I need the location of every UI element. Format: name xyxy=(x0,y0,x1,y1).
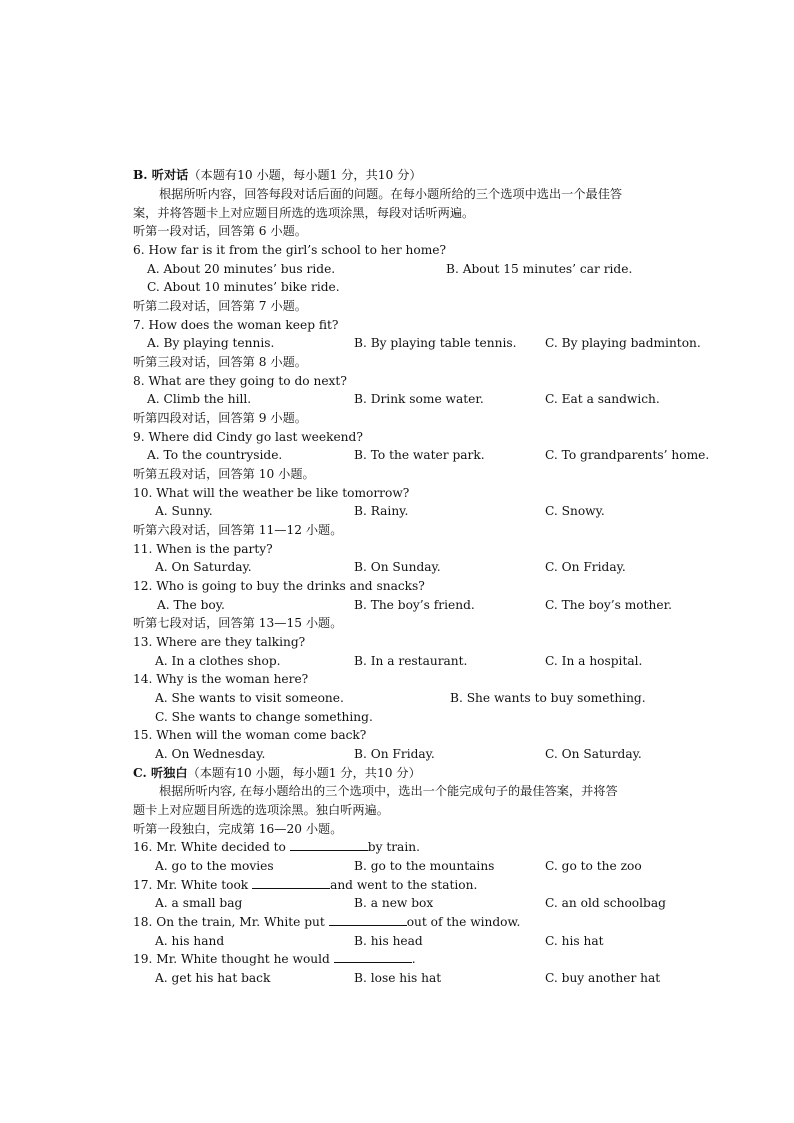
question-6-option-c[interactable]: C. About 10 minutes’ bike ride. xyxy=(147,280,340,294)
question-17-stem xyxy=(133,876,723,895)
question-17-option-a[interactable]: A. a small bag xyxy=(155,896,243,910)
question-16-option-a[interactable]: A. go to the movies xyxy=(155,859,274,873)
question-13-option-c[interactable]: C. In a hospital. xyxy=(545,654,643,668)
question-11-option-c[interactable]: C. On Friday. xyxy=(545,560,626,574)
question-13-option-a[interactable]: A. In a clothes shop. xyxy=(155,654,281,668)
question-7-option-c[interactable]: C. By playing badminton. xyxy=(545,336,701,350)
question-12-options xyxy=(133,596,723,615)
question-19-stem-pre: 19. Mr. White thought he would xyxy=(133,952,334,966)
question-11-option-b[interactable]: B. On Sunday. xyxy=(354,560,441,574)
question-9-option-a[interactable]: A. To the countryside. xyxy=(147,448,283,462)
question-17-option-c[interactable]: C. an old schoolbag xyxy=(545,896,666,910)
question-14-option-a[interactable]: A. She wants to visit someone. xyxy=(155,691,344,705)
question-15-option-a[interactable]: A. On Wednesday. xyxy=(155,747,266,761)
question-11-stem: 11. When is the party? xyxy=(133,542,273,556)
section-c-instruction-1: 根据所听内容, 在每小题给出的三个选项中，选出一个能完成句子的最佳答案，并将答 xyxy=(159,784,618,798)
section-c-info: （本题有10 小题，每小题1 分，共10 分） xyxy=(187,766,421,780)
question-19-option-c[interactable]: C. buy another hat xyxy=(545,971,661,985)
question-6-options xyxy=(133,260,723,279)
question-19-blank xyxy=(334,950,412,963)
question-14-option-b[interactable]: B. She wants to buy something. xyxy=(450,691,646,705)
question-12-option-c[interactable]: C. The boy’s mother. xyxy=(545,598,672,612)
question-9-stem: 9. Where did Cindy go last weekend? xyxy=(133,430,363,444)
question-6-options-2 xyxy=(133,278,723,297)
question-8-option-a[interactable]: A. Climb the hill. xyxy=(147,392,252,406)
section-b-heading xyxy=(133,166,723,185)
question-14-stem: 14. Why is the woman here? xyxy=(133,672,309,686)
question-8-stem: 8. What are they going to do next? xyxy=(133,374,347,388)
question-12-option-b[interactable]: B. The boy’s friend. xyxy=(354,598,475,612)
question-18-stem-pre: 18. On the train, Mr. White put xyxy=(133,915,329,929)
question-16-option-b[interactable]: B. go to the mountains xyxy=(354,859,495,873)
question-16-option-c[interactable]: C. go to the zoo xyxy=(545,859,642,873)
question-6-stem: 6. How far is it from the girl’s school to her home? xyxy=(133,243,447,257)
question-15-stem: 15. When will the woman come back? xyxy=(133,728,367,742)
section-b-instruction-2: 案，并将答题卡上对应题目所选的选项涂黑，每段对话听两遍。 xyxy=(133,206,475,220)
question-18-stem-post: out of the window. xyxy=(406,915,521,929)
question-18-stem xyxy=(133,913,723,932)
question-16-stem-pre: 16. Mr. White decided to xyxy=(133,840,290,854)
question-6-option-b[interactable]: B. About 15 minutes’ car ride. xyxy=(446,262,633,276)
question-7-stem: 7. How does the woman keep fit? xyxy=(133,318,339,332)
monologue-1-label: 听第一段独白，完成第 16—20 小题。 xyxy=(133,822,343,836)
question-10-option-c[interactable]: C. Snowy. xyxy=(545,504,605,518)
question-13-options xyxy=(133,652,723,671)
question-16-stem xyxy=(133,838,723,857)
question-7-option-b[interactable]: B. By playing table tennis. xyxy=(354,336,517,350)
question-19-stem xyxy=(133,950,723,969)
question-19-stem-post: . xyxy=(411,952,416,966)
dialog-2-label: 听第二段对话，回答第 7 小题。 xyxy=(133,299,307,313)
question-13-stem: 13. Where are they talking? xyxy=(133,635,306,649)
question-12-stem: 12. Who is going to buy the drinks and snacks? xyxy=(133,579,425,593)
section-c-instruction-2: 题卡上对应题目所选的选项涂黑。独白听两遍。 xyxy=(133,803,389,817)
question-10-option-a[interactable]: A. Sunny. xyxy=(155,504,213,518)
question-14-options-2 xyxy=(133,708,723,727)
question-19-options xyxy=(133,969,723,988)
question-8-options xyxy=(133,390,723,409)
question-17-option-b[interactable]: B. a new box xyxy=(354,896,434,910)
question-8-option-b[interactable]: B. Drink some water. xyxy=(354,392,484,406)
dialog-3-label: 听第三段对话，回答第 8 小题。 xyxy=(133,355,307,369)
question-11-options xyxy=(133,558,723,577)
question-16-options xyxy=(133,857,723,876)
question-12-option-a[interactable]: A. The boy. xyxy=(157,598,225,612)
question-7-options xyxy=(133,334,723,353)
question-11-option-a[interactable]: A. On Saturday. xyxy=(155,560,252,574)
question-17-blank xyxy=(252,876,330,889)
question-10-options xyxy=(133,502,723,521)
question-10-stem: 10. What will the weather be like tomorrow? xyxy=(133,486,410,500)
dialog-1-label: 听第一段对话，回答第 6 小题。 xyxy=(133,224,307,238)
question-6-option-a[interactable]: A. About 20 minutes’ bus ride. xyxy=(147,262,336,276)
section-c-heading xyxy=(133,764,723,783)
question-17-options xyxy=(133,894,723,913)
question-15-option-c[interactable]: C. On Saturday. xyxy=(545,747,642,761)
question-9-options xyxy=(133,446,723,465)
section-b-info: （本题有10 小题，每小题1 分，共10 分） xyxy=(188,168,422,182)
question-18-option-b[interactable]: B. his head xyxy=(354,934,423,948)
question-14-options xyxy=(133,689,723,708)
question-18-option-a[interactable]: A. his hand xyxy=(155,934,225,948)
dialog-4-label: 听第四段对话，回答第 9 小题。 xyxy=(133,411,307,425)
question-16-stem-post: by train. xyxy=(367,840,420,854)
question-18-options xyxy=(133,932,723,951)
question-10-option-b[interactable]: B. Rainy. xyxy=(354,504,409,518)
question-14-option-c[interactable]: C. She wants to change something. xyxy=(155,710,373,724)
dialog-5-label: 听第五段对话，回答第 10 小题。 xyxy=(133,467,315,481)
section-b-instruction-1: 根据所听内容，回答每段对话后面的问题。在每小题所给的三个选项中选出一个最佳答 xyxy=(159,187,623,201)
question-19-option-a[interactable]: A. get his hat back xyxy=(155,971,271,985)
question-9-option-b[interactable]: B. To the water park. xyxy=(354,448,485,462)
question-19-option-b[interactable]: B. lose his hat xyxy=(354,971,442,985)
question-18-option-c[interactable]: C. his hat xyxy=(545,934,604,948)
question-17-stem-pre: 17. Mr. White took xyxy=(133,878,253,892)
question-7-option-a[interactable]: A. By playing tennis. xyxy=(147,336,275,350)
dialog-7-label: 听第七段对话，回答第 13—15 小题。 xyxy=(133,616,343,630)
question-8-option-c[interactable]: C. Eat a sandwich. xyxy=(545,392,660,406)
question-18-blank xyxy=(329,913,407,926)
question-15-options xyxy=(133,745,723,764)
section-b-title: B. 听对话 xyxy=(133,168,189,182)
section-c-title: C. 听独白 xyxy=(133,766,188,780)
question-9-option-c[interactable]: C. To grandparents’ home. xyxy=(545,448,710,462)
question-15-option-b[interactable]: B. On Friday. xyxy=(354,747,435,761)
question-13-option-b[interactable]: B. In a restaurant. xyxy=(354,654,468,668)
question-17-stem-post: and went to the station. xyxy=(330,878,478,892)
question-16-blank xyxy=(290,838,368,851)
dialog-6-label: 听第六段对话，回答第 11—12 小题。 xyxy=(133,523,343,537)
